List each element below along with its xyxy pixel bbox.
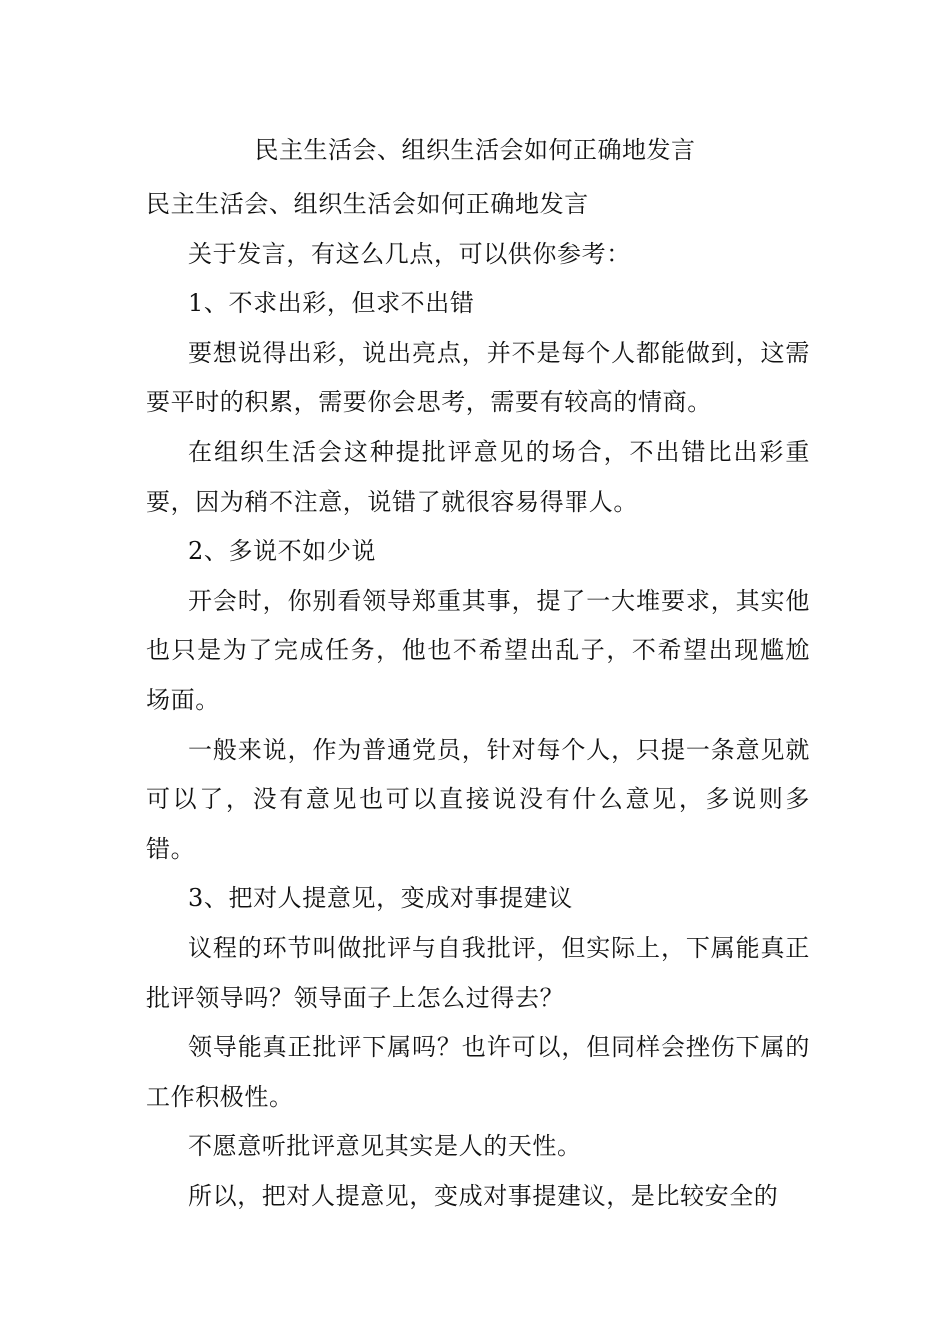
paragraph: 一般来说，作为普通党员，针对每个人，只提一条意见就可以了，没有意见也可以直接说没有什么意见，多说则多错。	[146, 735, 810, 863]
paragraph-subtitle: 民主生活会、组织生活会如何正确地发言	[146, 190, 589, 218]
document-body	[146, 180, 810, 1221]
paragraph: 要想说得出彩，说出亮点，并不是每个人都能做到，这需要平时的积累，需要你会思考，需要有较高的情商。	[146, 338, 810, 417]
paragraph: 不愿意听批评意见其实是人的天性。	[188, 1132, 582, 1161]
paragraph: 所以，把对人提意见，变成对事提建议，是比较安全的	[188, 1181, 779, 1210]
paragraph: 开会时，你别看领导郑重其事，提了一大堆要求，其实他也只是为了完成任务，他也不希望出乱子，不希望出现尴尬场面。	[146, 586, 810, 714]
paragraph: 在组织生活会这种提批评意见的场合，不出错比出彩重要，因为稍不注意，说错了就很容易得罪人。	[146, 437, 810, 516]
section-heading-1: 1、不求出彩，但求不出错	[188, 289, 475, 318]
paragraph: 议程的环节叫做批评与自我批评，但实际上，下属能真正批评领导吗？领导面子上怎么过得去？	[146, 933, 810, 1012]
paragraph: 领导能真正批评下属吗？也许可以，但同样会挫伤下属的工作积极性。	[146, 1033, 810, 1111]
paragraph-intro: 关于发言，有这么几点，可以供你参考：	[188, 239, 631, 268]
section-heading-3: 3、把对人提意见，变成对事提建议	[188, 884, 573, 913]
document-title: 民主生活会、组织生活会如何正确地发言	[254, 136, 696, 164]
section-heading-2: 2、多说不如少说	[188, 537, 377, 566]
